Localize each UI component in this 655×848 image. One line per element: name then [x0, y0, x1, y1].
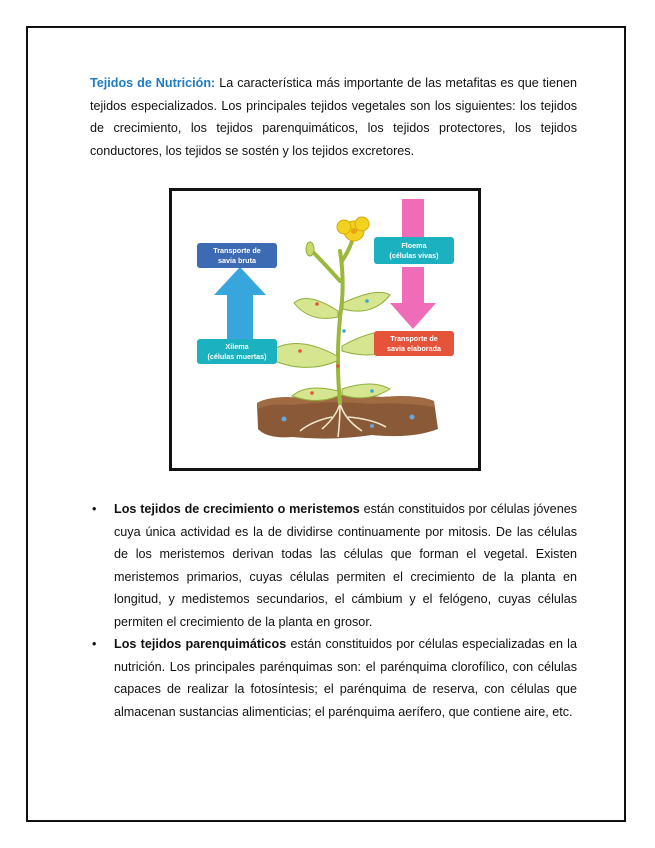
- intro-lead: Tejidos de Nutrición:: [90, 76, 216, 90]
- label-floema-line2: (células vivas): [389, 251, 439, 260]
- label-transporte-elab-line1: Transporte de: [390, 334, 438, 343]
- bullet-icon: •: [92, 637, 97, 651]
- list-item-parenquimaticos: [90, 633, 577, 723]
- list-item-text: están constituidos por células especializadas en la nutrición. Los principales parénquimas son: el parénquima clorofílico, con células capaces de realizar la fotosíntesis; el parénquima de reserva, con células que almacenan sustancias alimenticias; el parénquima aerífero, que contiene aire, etc.: [114, 637, 577, 719]
- intro-paragraph: [90, 72, 577, 162]
- list-item-bold: Los tejidos parenquimáticos: [114, 637, 287, 651]
- label-floema-line1: Floema: [401, 241, 427, 250]
- intro-text: La característica más importante de las metafitas es que tienen tejidos especializados. Los principales tejidos vegetales son los siguientes: los tejidos de crecimiento, los tejidos parenquimáticos, los tejidos protectores, los tejidos conductores, los tejidos se sostén y los tejidos excretores.: [90, 76, 577, 158]
- plant-tissue-figure: [169, 188, 481, 471]
- flower: [306, 217, 369, 256]
- label-transporte-savia-bruta: [197, 243, 277, 268]
- label-floema: [374, 237, 454, 264]
- label-transporte-elab-line2: savia elaborada: [387, 344, 441, 353]
- label-xilema-line2: (células muertas): [207, 352, 267, 361]
- tissue-list: [90, 498, 577, 723]
- label-transporte-savia-elaborada: [374, 331, 454, 356]
- list-item-bold: Los tejidos de crecimiento o meristemos: [114, 502, 360, 516]
- list-item-meristemos: [90, 498, 577, 633]
- plant-illustration: [172, 191, 478, 468]
- label-xilema: [197, 339, 277, 364]
- label-transporte-bruta-line1: Transporte de: [213, 246, 261, 255]
- label-xilema-line1: Xilema: [225, 342, 249, 351]
- list-item-text: están constituidos por células jóvenes cuya única actividad es la de dividirse continuamente por mitosis. De las células de los meristemos derivan todas las células que forman el vegetal. Existen meristemos primarios, cuyas células permiten el crecimiento de la planta en longitud, y medistemos secundarios, el cámbium y el felógeno, cuyas células permiten el crecimiento de la planta en grosor.: [114, 502, 577, 629]
- bullet-icon: •: [92, 502, 97, 516]
- label-transporte-bruta-line2: savia bruta: [218, 256, 256, 265]
